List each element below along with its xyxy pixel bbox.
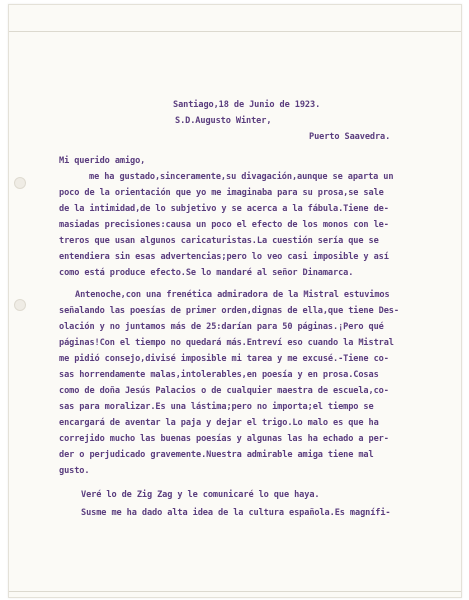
- body-line: masiadas precisiones:causa un poco el efecto de los monos con le-: [59, 220, 389, 230]
- body-line: encargará de aventar la paja y dejar el trigo.Lo malo es que ha: [59, 418, 379, 428]
- body-line: de la intimidad,de lo subjetivo y se acerca a la fábula.Tiene de-: [59, 204, 389, 214]
- letter-place: Puerto Saavedra.: [309, 132, 391, 142]
- page-rule: [9, 591, 461, 592]
- body-line: Antenoche,con una frenética admiradora de la Mistral estuvimos: [75, 290, 390, 300]
- body-line: treros que usan algunos caricaturistas.La cuestión sería que se: [59, 236, 379, 246]
- punch-hole: [14, 177, 26, 189]
- body-line: correjido mucho las buenas poesías y algunas las ha echado a per-: [59, 434, 389, 444]
- body-line: poco de la orientación que yo me imaginaba para su prosa,se sale: [59, 188, 384, 198]
- body-line: me pidió consejo,divisé imposible mi tarea y me excusé.-Tiene co-: [59, 354, 389, 364]
- letter-date: Santiago,18 de Junio de 1923.: [173, 100, 321, 110]
- body-line: Veré lo de Zig Zag y le comunicaré lo que haya.: [81, 490, 320, 500]
- body-line: como está produce efecto.Se lo mandaré al señor Dinamarca.: [59, 268, 354, 278]
- body-line: olación y no juntamos más de 25:darían para 50 páginas.¡Pero qué: [59, 322, 384, 332]
- body-line: como de doña Jesús Palacios o de cualquier maestra de escuela,co-: [59, 386, 389, 396]
- body-line: entendiera sin esas advertencias;pero lo veo casi imposible y así: [59, 252, 389, 262]
- body-line: me ha gustado,sinceramente,su divagación,aunque se aparta un: [89, 172, 394, 182]
- body-line: der o perjudicado gravemente.Nuestra admirable amiga tiene mal: [59, 450, 374, 460]
- body-line: gusto.: [59, 466, 90, 476]
- letter-salutation: Mi querido amigo,: [59, 156, 146, 166]
- letter-page: [8, 4, 462, 598]
- letter-addressee: S.D.Augusto Winter,: [175, 116, 272, 126]
- punch-hole: [14, 299, 26, 311]
- page-rule: [9, 31, 461, 32]
- body-line: Susme me ha dado alta idea de la cultura española.Es magnífi-: [81, 508, 391, 518]
- body-line: señalando las poesías de primer orden,dignas de ella,que tiene Des-: [59, 306, 399, 316]
- body-line: páginas!Con el tiempo no quedará más.Entreví eso cuando la Mistral: [59, 338, 394, 348]
- body-line: sas para moralizar.Es una lástima;pero no importa;el tiempo se: [59, 402, 374, 412]
- body-line: sas horrendamente malas,intolerables,en poesía y en prosa.Cosas: [59, 370, 379, 380]
